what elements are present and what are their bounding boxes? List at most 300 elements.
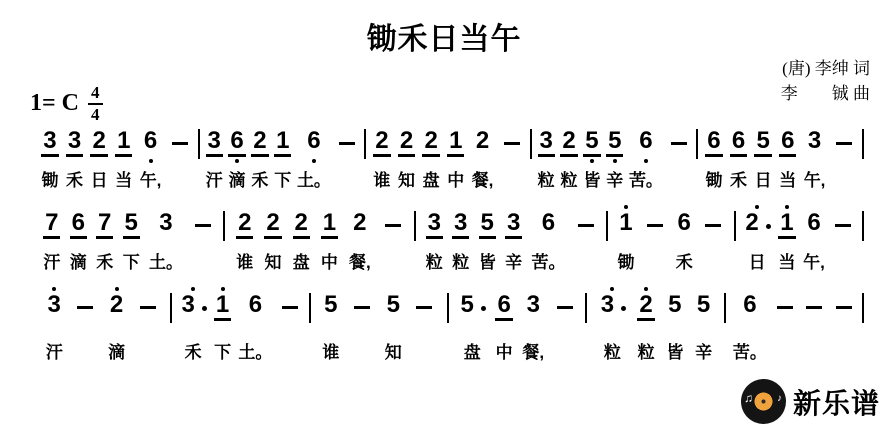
note (479, 203, 496, 273)
duration-dash (836, 142, 852, 145)
note-digit: 5 (479, 211, 496, 239)
lyric-char: 土。 (238, 343, 273, 362)
lyric-char: 辛 (505, 253, 523, 272)
duration-dash-cell (137, 285, 159, 363)
note (730, 121, 747, 191)
note-main (666, 293, 683, 321)
note-main (66, 129, 83, 157)
duration-dash (806, 306, 822, 309)
note-main (279, 293, 301, 321)
note-digit: 2 (353, 209, 367, 236)
note-main (322, 293, 339, 321)
note-main (192, 211, 214, 239)
note (90, 121, 107, 191)
note-main (43, 211, 60, 239)
note (583, 121, 600, 191)
lyric-char: 下 (214, 343, 232, 362)
note (70, 203, 87, 273)
note-main (382, 211, 404, 239)
note-digit: 5 (123, 211, 140, 239)
lyric-char: 下 (122, 253, 140, 272)
lyric-char: 中 (320, 253, 338, 272)
note (140, 121, 162, 191)
note (123, 203, 140, 273)
augmentation-dot (202, 306, 207, 311)
lyric-char: 谁 (322, 343, 340, 362)
note-digit: 6 (143, 127, 158, 154)
lyric-char: 盘 (463, 343, 481, 362)
note-digit: 2 (251, 129, 268, 157)
note-main (554, 293, 576, 321)
lyric-char: 下 (274, 171, 292, 190)
measure (532, 121, 696, 191)
measure (416, 203, 605, 273)
note-main (46, 293, 63, 321)
note-main (321, 211, 338, 239)
note-digit: 3 (206, 129, 223, 157)
note-main (779, 129, 796, 157)
note-main (702, 211, 724, 239)
note-main (385, 293, 402, 321)
note-digit: 2 (422, 129, 439, 157)
note-main (96, 211, 113, 239)
note-main (452, 211, 469, 239)
measure (608, 203, 734, 273)
note-main (774, 293, 796, 321)
lyric-char: 午, (803, 253, 825, 272)
note (804, 121, 826, 191)
barline (862, 293, 864, 323)
lyric-char: 禾 (251, 171, 269, 190)
duration-dash (777, 306, 793, 309)
note-main (583, 129, 600, 157)
lyric-char: 锄 (617, 253, 635, 272)
note-main (169, 129, 191, 157)
note (321, 203, 338, 273)
note-digit: 2 (637, 293, 654, 321)
octave-dot-low (149, 157, 153, 165)
octave-dot-low (613, 157, 617, 165)
note-digit: 6 (541, 209, 556, 236)
note-digit: 6 (495, 293, 512, 321)
note-digit: 2 (109, 291, 124, 318)
duration-dash (172, 142, 188, 145)
time-signature-numerator: 4 (88, 84, 103, 105)
measure (34, 285, 170, 363)
note (599, 285, 626, 363)
note-main (398, 129, 415, 157)
note-digit: 5 (696, 291, 711, 318)
logo-text: 新乐谱 (792, 387, 880, 419)
note (472, 121, 494, 191)
note (666, 285, 683, 363)
note (606, 121, 623, 191)
lyric-char: 谁 (373, 171, 391, 190)
note (228, 121, 245, 191)
note-digit: 2 (745, 209, 759, 236)
note (214, 285, 231, 363)
note-main (833, 293, 855, 321)
octave-dot (312, 159, 316, 163)
note-main (778, 211, 795, 239)
octave-dot (613, 159, 617, 163)
lyric-char: 禾 (184, 343, 202, 362)
lyric-char: 锄 (41, 171, 59, 190)
note-main (459, 293, 486, 321)
duration-dash-cell (554, 285, 576, 363)
note-digit: 3 (452, 211, 469, 239)
note-main (560, 129, 577, 157)
time-signature (88, 84, 103, 124)
note-main (803, 293, 825, 321)
note (452, 203, 469, 273)
lyric-char: 皆 (583, 171, 601, 190)
note (495, 285, 512, 363)
lyric-char: 土。 (148, 253, 183, 272)
watermark-logo (741, 379, 880, 424)
note-digit: 5 (754, 129, 771, 157)
note (522, 285, 544, 363)
note-main (293, 211, 310, 239)
note-main (274, 129, 291, 157)
note-main (540, 211, 557, 239)
note-main (123, 211, 140, 239)
duration-dash-cell (192, 203, 214, 273)
note-main (264, 211, 281, 239)
note-main (373, 129, 390, 157)
note (637, 285, 654, 363)
note-digit: 3 (47, 291, 61, 318)
lyric-char: 粒 (637, 343, 655, 362)
note (447, 121, 464, 191)
note-main (676, 211, 693, 239)
note-digit: 6 (639, 127, 653, 154)
duration-dash (385, 224, 401, 227)
score-lines (34, 121, 864, 375)
duration-dash (339, 142, 355, 145)
lyric-char: 粒 (537, 171, 555, 190)
note (322, 285, 339, 363)
note-digit: 1 (321, 211, 338, 239)
note-main (832, 211, 854, 239)
note-main (305, 129, 322, 157)
duration-dash-cell (74, 285, 96, 363)
note (676, 203, 693, 273)
note-main (336, 129, 358, 157)
note-digit: 6 (705, 129, 722, 157)
note-digit: 3 (181, 291, 195, 318)
note (373, 121, 390, 191)
lyric-char: 谁 (236, 253, 254, 272)
note (43, 203, 60, 273)
note (705, 121, 722, 191)
note-main (495, 293, 512, 321)
lyric-char: 午, (139, 171, 162, 190)
note-digit: 6 (807, 209, 821, 236)
note (46, 285, 63, 363)
note-main (525, 293, 542, 321)
lyric-char: 知 (398, 171, 416, 190)
note (426, 203, 443, 273)
note-main (137, 293, 159, 321)
note-main (214, 293, 231, 321)
duration-dash (835, 224, 851, 227)
lyric-char: 汗 (205, 171, 223, 190)
score-line (34, 121, 864, 191)
note-digit: 5 (324, 291, 338, 318)
note (695, 285, 712, 363)
note (385, 285, 402, 363)
note-main (644, 211, 666, 239)
credits (781, 57, 870, 106)
note-digit: 3 (159, 209, 173, 236)
note-digit: 2 (293, 211, 310, 239)
note-main (833, 129, 855, 157)
note (459, 285, 486, 363)
note-digit: 6 (677, 209, 691, 236)
note-main (236, 211, 253, 239)
lyric-char: 中 (495, 343, 513, 362)
note-main (228, 129, 245, 157)
duration-dash-cell (832, 203, 854, 273)
lyric-char: 汗 (45, 343, 63, 362)
note-digit: 7 (43, 211, 60, 239)
duration-dash (557, 306, 573, 309)
note-main (422, 129, 439, 157)
note (560, 121, 577, 191)
measure (587, 285, 723, 363)
note-main (741, 293, 758, 321)
duration-dash (578, 224, 594, 227)
note (422, 121, 439, 191)
barline (862, 129, 864, 159)
duration-dash (504, 142, 520, 145)
note (531, 203, 565, 273)
lyric-char: 当 (779, 171, 797, 190)
measure (34, 203, 223, 273)
note-main (730, 129, 747, 157)
note (733, 285, 767, 363)
note (179, 285, 206, 363)
measure (34, 121, 198, 191)
note-digit: 1 (447, 129, 464, 157)
lyric-char: 午, (803, 171, 826, 190)
duration-dash-cell (833, 285, 855, 363)
lyric-char: 粒 (452, 253, 470, 272)
note-digit: 2 (398, 129, 415, 157)
augmentation-dot (481, 306, 486, 311)
lyric-char: 盘 (292, 253, 310, 272)
note-digit: 6 (70, 211, 87, 239)
note (779, 121, 796, 191)
note (629, 121, 663, 191)
duration-dash-cell (382, 203, 404, 273)
note-main (637, 293, 654, 321)
duration-dash-cell (575, 203, 597, 273)
note-digit: 2 (90, 129, 107, 157)
lyric-char: 知 (264, 253, 282, 272)
note-digit: 3 (426, 211, 443, 239)
note-main (637, 129, 654, 157)
octave-dot (235, 159, 239, 163)
music-note-icon: ♫ (743, 391, 753, 405)
lyric-char: 日 (748, 253, 766, 272)
note-digit: 2 (373, 129, 390, 157)
note-main (474, 129, 491, 157)
note-main (606, 129, 623, 157)
duration-dash (836, 306, 852, 309)
duration-dash (671, 142, 687, 145)
note-digit: 6 (730, 129, 747, 157)
note-digit: 5 (583, 129, 600, 157)
note-digit: 5 (386, 291, 400, 318)
music-note-icon: ♪ (776, 393, 782, 404)
note-digit: 3 (505, 211, 522, 239)
duration-dash-cell (833, 121, 855, 191)
duration-dash-cell (644, 203, 666, 273)
lyric-char: 禾 (730, 171, 748, 190)
lyric-char: 日 (754, 171, 772, 190)
note-main (447, 129, 464, 157)
lyric-char: 餐, (471, 171, 494, 190)
octave-dot (590, 159, 594, 163)
note-digit: 6 (779, 129, 796, 157)
note-digit: 1 (115, 129, 132, 157)
lyric-char: 餐, (348, 253, 371, 272)
note-digit: 2 (264, 211, 281, 239)
note-digit: 5 (606, 129, 623, 157)
octave-dot-low (590, 157, 594, 165)
duration-dash (416, 306, 432, 309)
note-main (41, 129, 58, 157)
augmentation-dot (621, 306, 626, 311)
note-digit: 2 (560, 129, 577, 157)
octave-dot (149, 159, 153, 163)
lyric-char: 苦。 (628, 171, 663, 190)
note-digit: 6 (307, 127, 321, 154)
note-main (806, 129, 823, 157)
duration-dash-cell (351, 285, 373, 363)
duration-dash-cell (336, 121, 358, 191)
note (297, 121, 331, 191)
note (803, 203, 825, 273)
lyric-char: 中 (447, 171, 465, 190)
note-main (743, 211, 770, 239)
lyric-char: 滴 (108, 343, 126, 362)
time-signature-denominator: 4 (91, 104, 100, 124)
vinyl-record-icon (741, 379, 786, 424)
note-digit: 1 (778, 211, 795, 239)
measure (172, 285, 308, 363)
lyric-char: 锄 (705, 171, 723, 190)
augmentation-dot (766, 224, 771, 229)
duration-dash (77, 306, 93, 309)
note-main (575, 211, 597, 239)
note-main (206, 129, 223, 157)
composer-credit: 李 铖 曲 (780, 83, 870, 103)
note-main (247, 293, 264, 321)
duration-dash-cell (501, 121, 523, 191)
lyric-char: 餐, (522, 343, 545, 362)
note (41, 121, 58, 191)
note (743, 203, 770, 273)
note-main (479, 211, 496, 239)
note-main (351, 293, 373, 321)
note (149, 203, 183, 273)
measure (311, 285, 447, 363)
lyric-char: 滴 (69, 253, 87, 272)
lyricist-credit: (唐) 李绅 词 (782, 59, 870, 78)
note (206, 121, 223, 191)
note-digit: 2 (236, 211, 253, 239)
score-line (34, 203, 864, 273)
note (538, 121, 555, 191)
measure (366, 121, 530, 191)
lyric-char: 盘 (422, 171, 440, 190)
measure (200, 121, 364, 191)
lyric-char: 禾 (675, 253, 693, 272)
note-digit: 3 (600, 291, 615, 318)
duration-dash (195, 224, 211, 227)
note-digit: 2 (475, 127, 490, 154)
note-main (705, 129, 722, 157)
octave-dot-low (312, 157, 316, 165)
note-digit: 3 (41, 129, 58, 157)
measure (736, 203, 862, 273)
duration-dash-cell (803, 285, 825, 363)
note-main (754, 129, 771, 157)
barline (862, 211, 864, 241)
octave-dot (644, 159, 648, 163)
note (349, 203, 371, 273)
duration-dash-cell (413, 285, 435, 363)
key-signature (30, 84, 103, 124)
lyric-char: 当 (115, 171, 133, 190)
lyric-char: 日 (90, 171, 108, 190)
note-main (108, 293, 125, 321)
note-main (505, 211, 522, 239)
lyric-char: 汗 (43, 253, 61, 272)
duration-dash-cell (702, 203, 724, 273)
lyric-char: 皆 (666, 343, 684, 362)
note-digit: 6 (228, 129, 245, 157)
note (238, 285, 272, 363)
duration-dash (282, 306, 298, 309)
lyric-char: 苦。 (531, 253, 566, 272)
lyric-char: 皆 (478, 253, 496, 272)
score-line (34, 285, 864, 363)
song-title: 锄禾日当午 (366, 23, 522, 56)
note (778, 203, 795, 273)
lyric-char: 粒 (425, 253, 443, 272)
note (398, 121, 415, 191)
note-main (70, 211, 87, 239)
note (115, 121, 132, 191)
duration-dash-cell (279, 285, 301, 363)
note-main (413, 293, 435, 321)
lyric-char: 禾 (96, 253, 114, 272)
lyric-char: 土。 (296, 171, 331, 190)
note-main (426, 211, 443, 239)
note (754, 121, 771, 191)
note-digit: 5 (460, 291, 474, 318)
note-main (74, 293, 96, 321)
duration-dash (647, 224, 663, 227)
lyric-char: 苦。 (732, 343, 767, 362)
note-main (115, 129, 132, 157)
lyric-char: 滴 (228, 171, 246, 190)
note (617, 203, 634, 273)
